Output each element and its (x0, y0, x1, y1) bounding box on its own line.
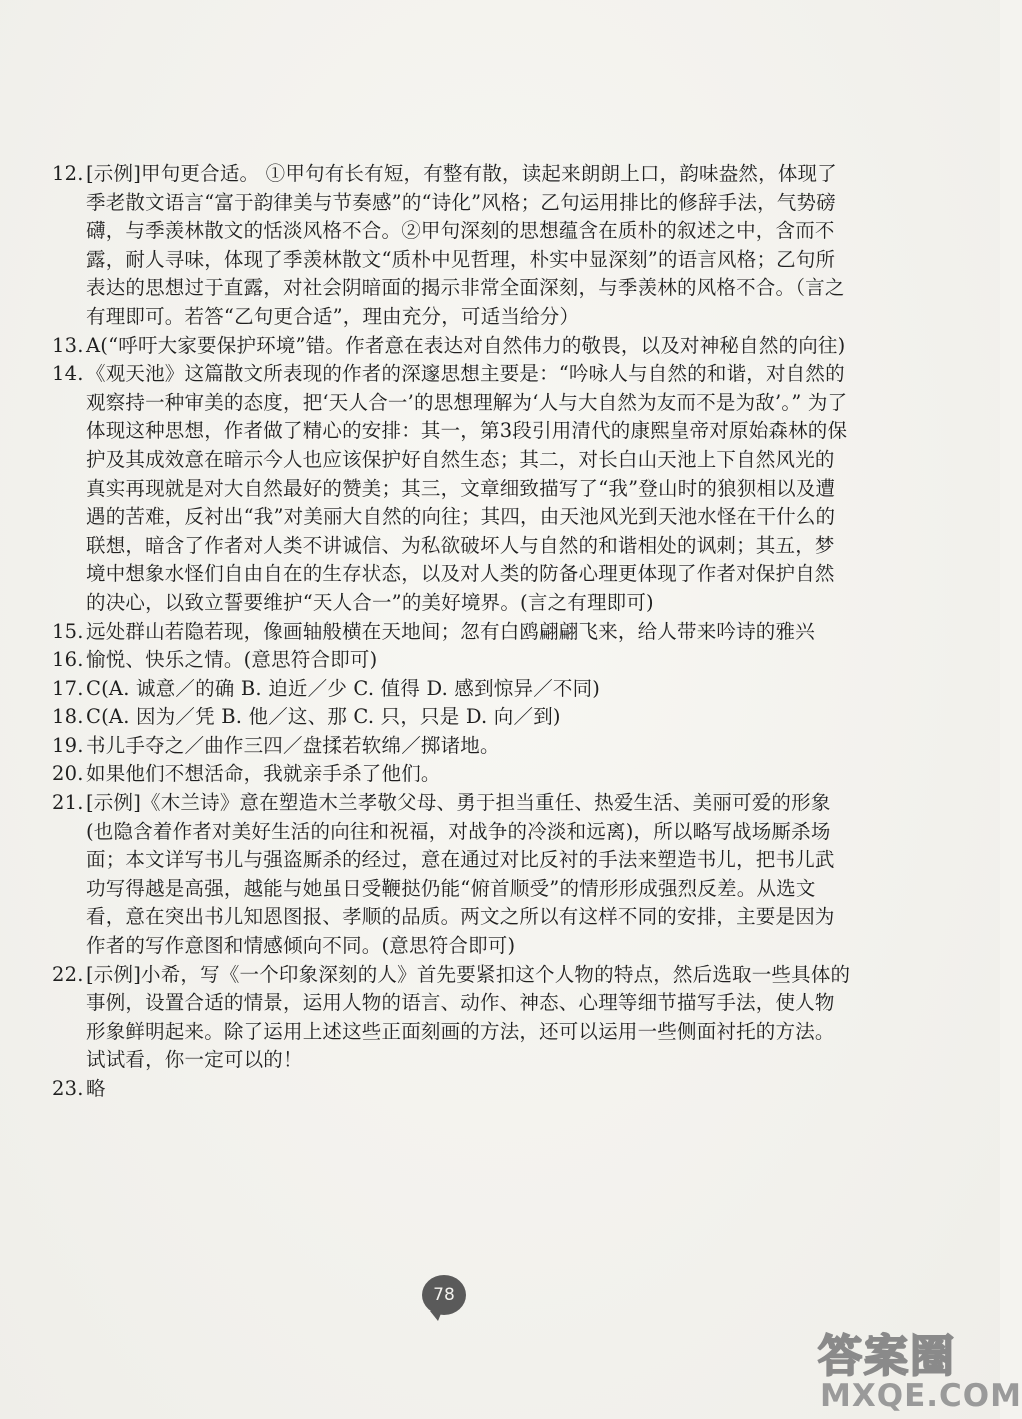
answer-number: 15. (52, 619, 84, 643)
answer-item-13 (52, 332, 852, 361)
answer-text: [示例]甲句更合适。 ①甲句有长有短，有整有散，读起来朗朗上口，韵味盎然，体现了季老散文语言“富于韵律美与节奏感”的“诗化”风格；乙句运用排比的修辞手法，气势磅礴，与季羡林散文的恬淡风格不合。②甲句深刻的思想蕴含在质朴的叙述之中，含而不露，耐人寻味，体现了季羡林散文“质朴中见哲理，朴实中显深刻”的语言风格；乙句所表达的思想过于直露，对社会阴暗面的揭示非常全面深刻，与季羡林的风格不合。（言之有理即可。若答“乙句更合适”，理由充分，可适当给分） (86, 162, 845, 328)
answer-item-12 (52, 160, 852, 332)
answer-text: C(A. 因为／凭 B. 他／这、那 C. 只，只是 D. 向／到) (86, 705, 561, 729)
answer-number: 18. (52, 705, 84, 729)
answer-text: [示例]小希，写《一个印象深刻的人》首先要紧扣这个人物的特点，然后选取一些具体的事例，设置合适的情景，运用人物的语言、动作、神态、心理等细节描写手法，使人物形象鲜明起来。除了运用上述这些正面刻画的方法，还可以运用一些侧面衬托的方法。试试看，你一定可以的！ (86, 962, 851, 1072)
answer-number: 19. (52, 733, 84, 757)
answer-text: [示例]《木兰诗》意在塑造木兰孝敬父母、勇于担当重任、热爱生活、美丽可爱的形象(也隐含着作者对美好生活的向往和祝福，对战争的冷淡和远离)，所以略写战场厮杀场面；本文详写书儿与强盗厮杀的经过，意在通过对比反衬的手法来塑造书儿，把书儿武功写得越是高强，越能与她虽日受鞭挞仍能“俯首顺受”的情形形成强烈反差。从选文看，意在突出书儿知恩图报、孝顺的品质。两文之所以有这样不同的安排，主要是因为作者的写作意图和情感倾向不同。(意思符合即可) (86, 791, 835, 958)
answer-item-19 (52, 732, 852, 761)
answer-number: 14. (52, 362, 84, 386)
answer-text: 《观天池》这篇散文所表现的作者的深邃思想主要是：“吟咏人与自然的和谐，对自然的观察持一种审美的态度，把‘天人合一’的思想理解为‘人与大自然为友而不是为敌’。” 为了体现这种思想，作者做了精心的安排：其一，第3段引用清代的康熙皇帝对原始森林的保护及其成效意在暗示今人也应该保护好自然生态；其二，对长白山天池上下自然风光的真实再现就是对大自然最好的赞美；其三，文章细致描写了“我”登山时的狼狈相以及遭遇的苦难，反衬出“我”对美丽大自然的向往；其四，由天池风光到天池水怪在干什么的联想，暗含了作者对人类不讲诚信、为私欲破坏人与自然的和谐相处的讽刺；其五，梦境中想象水怪们自由自在的生存状态，以及对人类的防备心理更体现了作者对保护自然的决心，以致立誓要维护“天人合一”的美好境界。(言之有理即可) (86, 362, 848, 614)
answer-list (52, 160, 852, 1104)
answer-number: 22. (52, 962, 84, 986)
answer-number: 23. (52, 1077, 84, 1100)
answer-number: 21. (52, 791, 84, 815)
answer-text: A(“呼吁大家要保护环境”错。作者意在表达对自然伟力的敬畏，以及对神秘自然的向往) (86, 333, 846, 357)
answer-item-22 (52, 961, 852, 1075)
page-number-badge: 78 (422, 1275, 466, 1315)
watermark-url: MXQE.COM (820, 1378, 1022, 1414)
answer-text: C(A. 诚意／的确 B. 迫近／少 C. 值得 D. 感到惊异／不同) (86, 676, 601, 700)
answer-item-20 (52, 760, 852, 789)
answer-item-16 (52, 646, 852, 675)
answer-item-17 (52, 675, 852, 704)
answer-item-23 (52, 1075, 852, 1104)
answer-number: 12. (52, 162, 84, 185)
answer-text: 远处群山若隐若现，像画轴般横在天地间；忽有白鸥翩翩飞来，给人带来吟诗的雅兴 (86, 619, 815, 643)
watermark-logo: 答案圈 (818, 1331, 956, 1382)
answer-text: 略 (86, 1077, 106, 1100)
answer-item-14 (52, 360, 852, 617)
watermark (818, 1320, 1022, 1419)
answer-number: 20. (52, 762, 84, 786)
answer-text: 书儿手夺之／曲作三四／盘揉若软绵／掷诸地。 (86, 733, 500, 757)
answer-number: 17. (52, 676, 84, 700)
answer-text: 愉悦、快乐之情。(意思符合即可) (86, 648, 378, 672)
answer-number: 16. (52, 648, 84, 672)
answer-item-21 (52, 789, 852, 961)
answer-item-15 (52, 618, 852, 647)
answer-item-18 (52, 703, 852, 732)
answer-number: 13. (52, 333, 84, 357)
answer-text: 如果他们不想活命，我就亲手杀了他们。 (86, 762, 441, 786)
